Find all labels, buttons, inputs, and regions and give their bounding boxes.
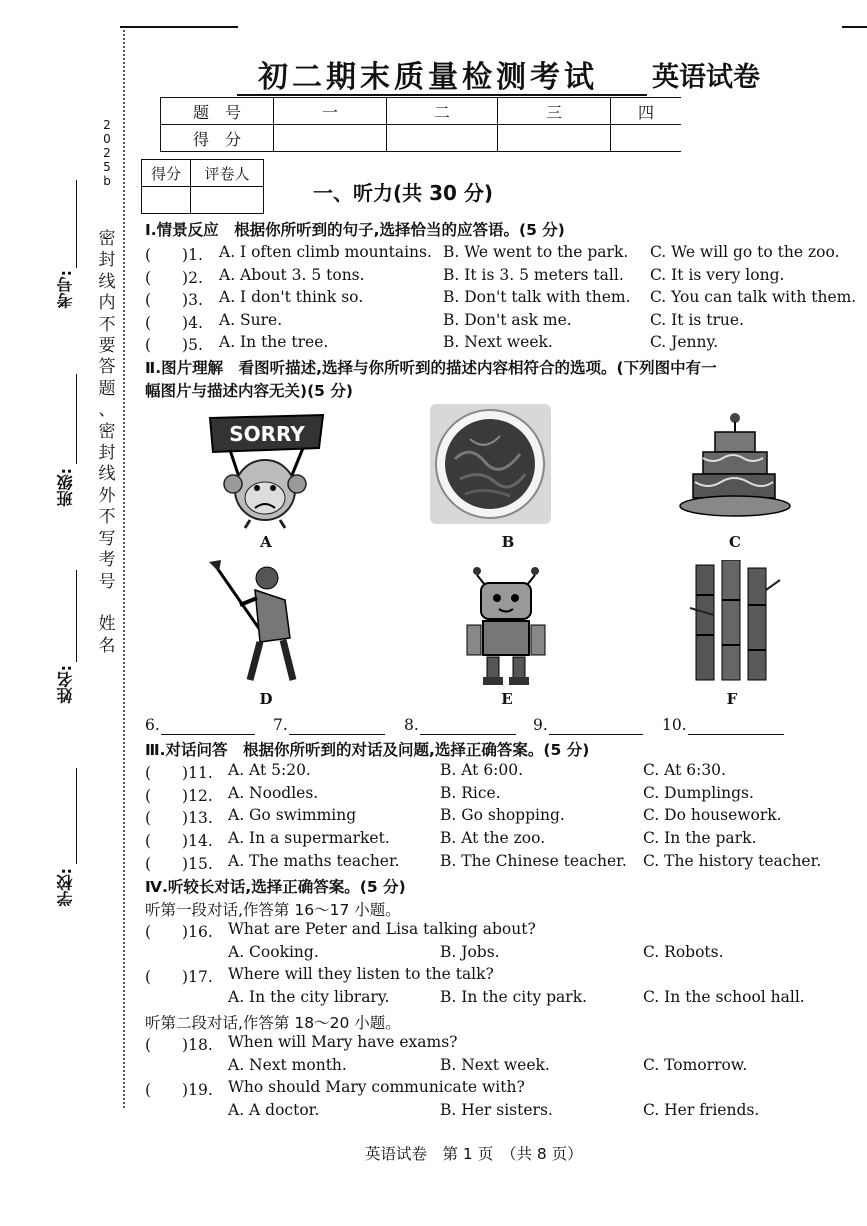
year-code: 2 0 2 5 b — [103, 118, 111, 188]
picture-label: E — [501, 690, 513, 708]
option-c: C. You can talk with them. — [650, 288, 857, 306]
question-number[interactable]: ( )16. — [145, 923, 213, 941]
sorry-sign-monkey-icon — [205, 410, 330, 530]
option-c: C. At 6:30. — [643, 761, 726, 779]
option-b: B. Next week. — [440, 1056, 550, 1074]
page-footer: 英语试卷 第 1 页 （共 8 页） — [365, 1145, 583, 1163]
question-number[interactable]: ( )5. — [145, 336, 203, 354]
question-number[interactable]: ( )12. — [145, 787, 213, 805]
picture-label: F — [726, 690, 738, 708]
question-stem: Where will they listen to the talk? — [228, 965, 494, 983]
class-line — [76, 374, 77, 464]
score-cell[interactable] — [611, 125, 682, 152]
question-stem: When will Mary have exams? — [228, 1033, 458, 1051]
grader-name-label: 评卷人 — [191, 160, 264, 187]
binding-line — [123, 30, 125, 1108]
soup-bowl-photo — [430, 404, 551, 524]
score-table — [160, 97, 681, 152]
part2-header-cont: 幅图片与描述内容无关)(5 分) — [145, 382, 353, 400]
dialogue2-intro: 听第二段对话,作答第 18～20 小题。 — [145, 1014, 401, 1032]
question-number[interactable]: ( )13. — [145, 809, 213, 827]
option-c: C. Robots. — [643, 943, 724, 961]
picture-label: C — [729, 533, 741, 551]
part4-header: Ⅳ.听较长对话,选择正确答案。(5 分) — [145, 878, 406, 896]
question-number[interactable]: ( )2. — [145, 269, 203, 287]
score-cell[interactable] — [387, 125, 498, 152]
option-a: A. Go swimming — [228, 806, 357, 824]
option-c: C. Tomorrow. — [643, 1056, 748, 1074]
option-a: A. I often climb mountains. — [219, 243, 432, 261]
exam-number-label: 考号: — [56, 270, 75, 309]
question-number[interactable]: ( )17. — [145, 968, 213, 986]
page-subtitle: 英语试卷 — [652, 62, 760, 93]
blank-label: 8. — [404, 716, 419, 734]
option-a: A. About 3. 5 tons. — [219, 266, 365, 284]
answer-blank[interactable] — [420, 734, 516, 735]
option-a: A. In the tree. — [219, 333, 329, 351]
part1-header: Ⅰ.情景反应 根据你所听到的句子,选择恰当的应答语。(5 分) — [145, 221, 565, 239]
option-b: B. Next week. — [443, 333, 553, 351]
question-stem: Who should Mary communicate with? — [228, 1078, 525, 1096]
option-b: B. At the zoo. — [440, 829, 546, 847]
exam-number-line — [76, 180, 77, 268]
question-number[interactable]: ( )3. — [145, 291, 203, 309]
school-label: 学校: — [56, 868, 75, 907]
class-label: 班级: — [56, 468, 75, 507]
grader-score-cell[interactable] — [142, 187, 191, 214]
option-c: C. In the park. — [643, 829, 757, 847]
option-a: A. Cooking. — [228, 943, 319, 961]
bamboo-icon — [688, 560, 783, 685]
answer-blank[interactable] — [688, 734, 784, 735]
answer-blank[interactable] — [161, 734, 255, 735]
picture-label: B — [501, 533, 515, 551]
option-b: B. Don't talk with them. — [443, 288, 631, 306]
option-b: B. Jobs. — [440, 943, 500, 961]
option-c: C. It is very long. — [650, 266, 785, 284]
part3-header: Ⅲ.对话问答 根据你所听到的对话及问题,选择正确答案。(5 分) — [145, 741, 590, 759]
option-c: C. The history teacher. — [643, 852, 822, 870]
blank-label: 6. — [145, 716, 160, 734]
option-c: C. Her friends. — [643, 1101, 760, 1119]
option-a: A. Next month. — [228, 1056, 347, 1074]
dialogue1-intro: 听第一段对话,作答第 16～17 小题。 — [145, 901, 401, 919]
sign-text: SORRY — [229, 422, 305, 446]
option-b: B. It is 3. 5 meters tall. — [443, 266, 624, 284]
score-cell[interactable] — [274, 125, 387, 152]
option-a: A. I don't think so. — [219, 288, 364, 306]
part2-header: Ⅱ.图片理解 看图听描述,选择与你所听到的描述内容相符合的选项。(下列图中有一 — [145, 359, 717, 377]
grader-score-label: 得分 — [142, 160, 191, 187]
blank-label: 10. — [662, 716, 687, 734]
question-number[interactable]: ( )4. — [145, 314, 203, 332]
question-number[interactable]: ( )15. — [145, 855, 213, 873]
top-right-rule — [842, 26, 867, 28]
option-c: C. It is true. — [650, 311, 744, 329]
school-line — [76, 768, 77, 864]
question-number[interactable]: ( )18. — [145, 1036, 213, 1054]
section-title: 一、听力(共 30 分) — [313, 181, 494, 205]
option-c: C. In the school hall. — [643, 988, 805, 1006]
grader-name-cell[interactable] — [191, 187, 264, 214]
question-number[interactable]: ( )1. — [145, 246, 203, 264]
option-a: A. Noodles. — [228, 784, 319, 802]
robot-icon — [463, 565, 548, 687]
score-row2-label: 得 分 — [161, 125, 274, 152]
blank-label: 9. — [533, 716, 548, 734]
question-stem: What are Peter and Lisa talking about? — [228, 920, 536, 938]
question-number[interactable]: ( )14. — [145, 832, 213, 850]
score-col-1: 一 — [274, 98, 387, 125]
picture-label: D — [259, 690, 273, 708]
option-a: A. In the city library. — [228, 988, 390, 1006]
picture-label: A — [260, 533, 272, 551]
score-cell[interactable] — [498, 125, 611, 152]
grader-box — [141, 159, 264, 214]
man-digging-icon — [205, 560, 310, 685]
name-label: 姓名: — [56, 665, 75, 704]
option-b: B. We went to the park. — [443, 243, 629, 261]
option-c: C. Jenny. — [650, 333, 719, 351]
score-row1-label: 题 号 — [161, 98, 274, 125]
score-col-2: 二 — [387, 98, 498, 125]
option-b: B. Her sisters. — [440, 1101, 553, 1119]
question-number[interactable]: ( )19. — [145, 1081, 213, 1099]
answer-blank[interactable] — [549, 734, 643, 735]
option-b: B. Rice. — [440, 784, 501, 802]
option-c: C. Dumplings. — [643, 784, 754, 802]
option-a: A. A doctor. — [228, 1101, 320, 1119]
answer-blank[interactable] — [289, 734, 385, 735]
option-c: C. Do housework. — [643, 806, 782, 824]
option-b: B. The Chinese teacher. — [440, 852, 627, 870]
option-b: B. Go shopping. — [440, 806, 565, 824]
option-a: A. Sure. — [219, 311, 283, 329]
page-title: 初二期末质量检测考试 — [258, 60, 598, 95]
score-col-3: 三 — [498, 98, 611, 125]
option-b: B. In the city park. — [440, 988, 588, 1006]
option-a: A. At 5:20. — [228, 761, 311, 779]
title-rule — [237, 94, 647, 96]
seal-notice: 密 封 线 内 不 要 答 题 、 密 封 线 外 不 写 考 号 姓 名 — [98, 229, 116, 656]
question-number[interactable]: ( )11. — [145, 764, 213, 782]
option-b: B. At 6:00. — [440, 761, 524, 779]
option-a: A. The maths teacher. — [228, 852, 400, 870]
option-b: B. Don't ask me. — [443, 311, 572, 329]
birthday-cake-icon — [673, 410, 793, 525]
option-a: A. In a supermarket. — [228, 829, 390, 847]
blank-label: 7. — [273, 716, 288, 734]
score-col-4: 四 — [611, 98, 682, 125]
name-line — [76, 570, 77, 662]
top-rule — [120, 26, 238, 28]
option-c: C. We will go to the zoo. — [650, 243, 840, 261]
